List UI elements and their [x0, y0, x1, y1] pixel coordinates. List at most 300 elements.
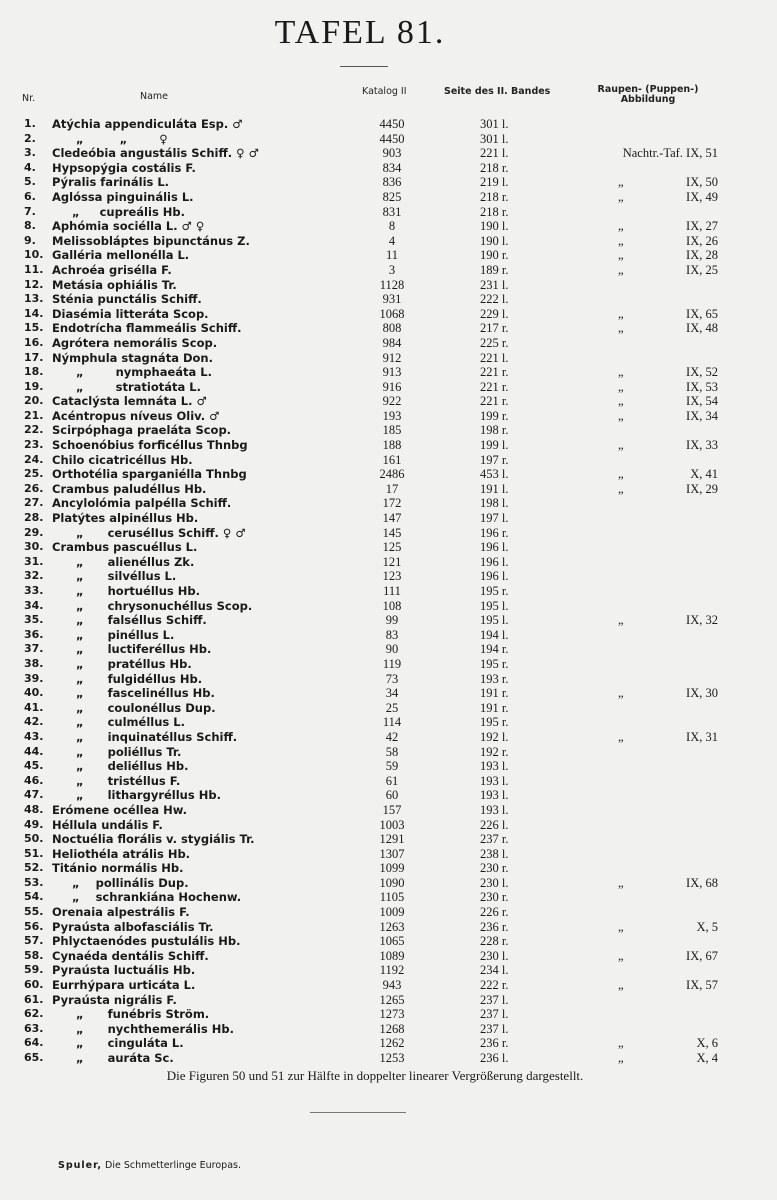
table-row	[0, 175, 777, 190]
page-reference: 199 r.	[480, 408, 509, 423]
species-name: Acéntropus níveus Oliv. ♂	[52, 408, 220, 423]
page-reference: 190 r.	[480, 248, 509, 263]
species-name: Sténia punctális Schiff.	[52, 292, 202, 307]
table-row	[0, 205, 777, 220]
species-name: „ tristéllus F.	[52, 773, 181, 788]
plate-reference: IX, 50	[686, 175, 718, 190]
row-number: 56.	[24, 919, 44, 933]
row-number: 39.	[24, 671, 44, 685]
header-seite: Seite des II. Bandes	[444, 86, 551, 97]
katalog-number: 34	[385, 686, 399, 701]
row-number: 61.	[24, 992, 44, 1006]
page-reference: 236 l.	[480, 1051, 509, 1065]
page-reference: 193 l.	[480, 788, 509, 803]
katalog-number: 119	[382, 656, 402, 671]
row-number: 32.	[24, 569, 44, 583]
katalog-number: 59	[385, 759, 399, 774]
table-row	[0, 1022, 777, 1037]
katalog-number: 108	[382, 598, 402, 613]
katalog-number: 1128	[379, 277, 405, 292]
page-reference: 230 r.	[480, 861, 509, 876]
page-reference: 237 r.	[480, 832, 509, 847]
row-number: 12.	[24, 277, 44, 291]
species-name: „ nymphaeáta L.	[52, 365, 212, 380]
ditto-mark: „	[618, 394, 624, 409]
plate-reference: IX, 54	[686, 394, 718, 409]
page-reference: 190 l.	[480, 233, 509, 248]
table-row	[0, 774, 777, 789]
row-number: 63.	[24, 1021, 44, 1035]
row-number: 47.	[24, 788, 44, 802]
species-name: Héllula undális F.	[52, 817, 163, 832]
plate-reference: X, 41	[690, 467, 718, 482]
page-reference: 221 l.	[480, 350, 509, 365]
page-reference: 234 l.	[480, 963, 509, 978]
table-row	[0, 628, 777, 643]
species-name: Crambus paludéllus Hb.	[52, 481, 207, 496]
table-row	[0, 847, 777, 862]
page-reference: 192 r.	[480, 744, 509, 759]
row-number: 17.	[24, 350, 44, 364]
table-row	[0, 657, 777, 672]
page-reference: 237 l.	[480, 1007, 509, 1022]
table-row	[0, 365, 777, 380]
katalog-number: 3	[388, 262, 396, 277]
ditto-mark: „	[618, 1036, 624, 1051]
table-row	[0, 803, 777, 818]
row-number: 27.	[24, 496, 44, 510]
katalog-number: 2486	[379, 467, 405, 482]
species-name: Endotrícha flammeális Schiff.	[52, 321, 242, 336]
katalog-number: 8	[388, 219, 396, 234]
table-row	[0, 1007, 777, 1022]
katalog-number: 172	[382, 496, 402, 511]
species-name: Atýchia appendiculáta Esp. ♂	[52, 117, 243, 131]
page-reference: 453 l.	[480, 467, 509, 482]
species-name: „ falséllus Schiff.	[52, 613, 207, 628]
species-name: „ luctiferéllus Hb.	[52, 642, 212, 657]
katalog-number: 25	[385, 700, 399, 715]
katalog-number: 90	[385, 642, 399, 657]
katalog-number: 825	[382, 189, 402, 204]
row-number: 9.	[24, 233, 36, 247]
plate-reference: Nachtr.-Taf. IX, 51	[622, 146, 718, 161]
ditto-mark: „	[618, 379, 624, 394]
katalog-number: 60	[385, 788, 399, 803]
plate-reference: X, 6	[696, 1036, 718, 1051]
katalog-number: 1068	[379, 306, 405, 321]
species-name: „ stratiotáta L.	[52, 379, 201, 394]
page-reference: 196 l.	[480, 569, 509, 584]
row-number: 21.	[24, 408, 44, 422]
plate-reference: IX, 67	[686, 948, 718, 963]
row-number: 1.	[24, 117, 36, 130]
plate-reference: IX, 57	[686, 978, 718, 993]
species-name: „ deliéllus Hb.	[52, 759, 189, 774]
ditto-mark: „	[618, 175, 624, 190]
row-number: 10.	[24, 248, 44, 262]
species-name: Pyraústa nigrális F.	[52, 992, 177, 1007]
species-name: „ inquinatéllus Schiff.	[52, 729, 238, 744]
row-number: 65.	[24, 1051, 44, 1064]
species-name: „ culméllus L.	[52, 715, 185, 730]
table-row	[0, 263, 777, 278]
row-number: 24.	[24, 452, 44, 466]
katalog-number: 1099	[379, 861, 405, 876]
page-reference: 218 r.	[480, 189, 509, 204]
plate-reference: IX, 31	[686, 729, 718, 744]
table-row	[0, 1036, 777, 1051]
species-name: Cynaéda dentális Schiff.	[52, 948, 209, 963]
katalog-number: 931	[382, 292, 402, 307]
species-name: Pyraústa albofasciális Tr.	[52, 919, 214, 934]
row-number: 55.	[24, 905, 44, 919]
page-reference: 194 l.	[480, 627, 509, 642]
row-number: 30.	[24, 540, 44, 554]
table-row	[0, 482, 777, 497]
page-reference: 193 l.	[480, 773, 509, 788]
species-name: Erómene océllea Hw.	[52, 802, 188, 817]
species-name: „ alienéllus Zk.	[52, 554, 195, 569]
row-number: 7.	[24, 204, 36, 218]
page-reference: 198 r.	[480, 423, 509, 438]
ditto-mark: „	[618, 219, 624, 234]
row-number: 11.	[24, 262, 44, 276]
table-row	[0, 978, 777, 993]
page-reference: 191 l.	[480, 481, 509, 496]
katalog-number: 111	[383, 584, 401, 598]
row-number: 42.	[24, 715, 44, 729]
row-number: 58.	[24, 948, 44, 962]
katalog-number: 11	[385, 248, 399, 263]
katalog-number: 145	[382, 525, 402, 540]
katalog-number: 903	[382, 146, 402, 161]
table-row	[0, 949, 777, 964]
table-row	[0, 876, 777, 891]
plate-reference: IX, 52	[686, 365, 718, 380]
species-name: „ „ ♀	[52, 131, 168, 146]
katalog-number: 185	[382, 423, 402, 438]
table-row	[0, 438, 777, 453]
species-name: Melissobláptes bipunctánus Z.	[52, 233, 250, 248]
table-row	[0, 934, 777, 949]
ditto-mark: „	[618, 1051, 624, 1065]
katalog-number: 157	[382, 802, 402, 817]
plate-reference: IX, 68	[686, 875, 718, 890]
page-reference: 225 r.	[480, 335, 509, 350]
plate-reference: IX, 28	[686, 248, 718, 263]
row-number: 26.	[24, 481, 44, 495]
katalog-number: 99	[385, 613, 399, 628]
row-number: 6.	[24, 189, 36, 203]
page-reference: 196 l.	[480, 540, 509, 555]
plate-reference: IX, 53	[686, 379, 718, 394]
row-number: 40.	[24, 686, 44, 700]
katalog-number: 836	[382, 175, 402, 190]
katalog-number: 912	[382, 350, 402, 365]
row-number: 54.	[24, 890, 44, 904]
ditto-mark: „	[618, 875, 624, 890]
row-number: 33.	[24, 584, 44, 597]
row-number: 64.	[24, 1036, 44, 1050]
table-row	[0, 832, 777, 847]
table-row	[0, 745, 777, 760]
katalog-number: 61	[385, 773, 399, 788]
plate-reference: IX, 32	[686, 613, 718, 628]
katalog-number: 834	[382, 160, 402, 175]
katalog-number: 1263	[379, 919, 405, 934]
page-reference: 189 r.	[480, 262, 509, 277]
species-name: „ cinguláta L.	[52, 1036, 184, 1051]
plate-reference: IX, 26	[686, 233, 718, 248]
katalog-number: 943	[382, 978, 402, 993]
table-row	[0, 890, 777, 905]
page-reference: 226 r.	[480, 905, 509, 920]
species-name: „ chrysonuchéllus Scop.	[52, 598, 253, 613]
table-row	[0, 234, 777, 249]
row-number: 50.	[24, 832, 44, 846]
footer-divider	[310, 1112, 406, 1113]
katalog-number: 125	[382, 540, 402, 555]
katalog-number: 1253	[379, 1051, 405, 1065]
katalog-number: 1307	[379, 846, 405, 861]
table-row	[0, 905, 777, 920]
row-number: 18.	[24, 365, 44, 379]
katalog-number: 42	[385, 729, 399, 744]
row-number: 48.	[24, 802, 44, 816]
row-number: 14.	[24, 306, 44, 320]
species-name: Galléria mellonélla L.	[52, 248, 190, 263]
table-row	[0, 132, 777, 147]
katalog-number: 4	[388, 233, 396, 248]
species-name: „ auráta Sc.	[52, 1051, 174, 1065]
row-number: 23.	[24, 438, 44, 452]
page-reference: 195 r.	[480, 715, 509, 730]
row-number: 36.	[24, 627, 44, 641]
katalog-number: 1090	[379, 875, 405, 890]
row-number: 28.	[24, 511, 44, 525]
table-row	[0, 759, 777, 774]
species-name: Achroéa grisélla F.	[52, 262, 172, 277]
katalog-number: 121	[382, 554, 402, 569]
page-reference: 230 r.	[480, 890, 509, 905]
row-number: 46.	[24, 773, 44, 787]
page-reference: 221 l.	[480, 146, 509, 161]
row-number: 49.	[24, 817, 44, 831]
katalog-number: 1003	[379, 817, 405, 832]
katalog-number: 831	[382, 204, 402, 219]
species-name: „ nychthemerális Hb.	[52, 1021, 234, 1036]
page-reference: 217 r.	[480, 321, 509, 336]
ditto-mark: „	[618, 408, 624, 423]
row-number: 44.	[24, 744, 44, 758]
katalog-number: 916	[382, 379, 402, 394]
page-reference: 218 r.	[480, 160, 509, 175]
header-name: Name	[140, 91, 169, 102]
row-number: 2.	[24, 131, 36, 145]
table-row	[0, 453, 777, 468]
plate-reference: IX, 29	[686, 481, 718, 496]
species-name: „ schrankiána Hochenw.	[52, 890, 242, 905]
species-name: Crambus pascuéllus L.	[52, 540, 198, 555]
plate-reference: IX, 65	[686, 306, 718, 321]
ditto-mark: „	[618, 248, 624, 263]
table-row	[0, 292, 777, 307]
page-reference: 228 r.	[480, 934, 509, 949]
page-reference: 198 l.	[480, 496, 509, 511]
title-divider	[340, 66, 388, 67]
species-name: Heliothéla atrális Hb.	[52, 846, 191, 861]
table-row	[0, 613, 777, 628]
row-number: 22.	[24, 423, 44, 437]
row-number: 45.	[24, 759, 44, 773]
page-reference: 193 l.	[480, 759, 509, 774]
katalog-number: 922	[382, 394, 402, 409]
katalog-number: 1105	[379, 890, 405, 905]
katalog-number: 1262	[379, 1036, 405, 1051]
species-name: „ fascelinéllus Hb.	[52, 686, 215, 701]
page-reference: 230 l.	[480, 948, 509, 963]
table-row	[0, 190, 777, 205]
publisher-author: Spuler,	[58, 1160, 103, 1171]
species-name: „ lithargyréllus Hb.	[52, 788, 221, 803]
species-name: Pýralis farinális L.	[52, 175, 170, 190]
page-reference: 219 l.	[480, 175, 509, 190]
plate-reference: IX, 30	[686, 686, 718, 701]
katalog-number: 1265	[379, 992, 405, 1007]
katalog-number: 17	[385, 481, 399, 496]
ditto-mark: „	[618, 919, 624, 934]
row-number: 35.	[24, 613, 44, 627]
table-row	[0, 818, 777, 833]
table-row	[0, 584, 777, 599]
table-row	[0, 730, 777, 745]
species-name: Schoenóbius forficéllus Thnbg	[52, 438, 248, 453]
page-reference: 191 r.	[480, 686, 509, 701]
katalog-number: 808	[382, 321, 402, 336]
katalog-number: 1192	[379, 963, 405, 978]
plate-reference: IX, 48	[686, 321, 718, 336]
table-row	[0, 555, 777, 570]
table-row	[0, 920, 777, 935]
table-row	[0, 540, 777, 555]
plate-reference: IX, 49	[686, 189, 718, 204]
species-name: „ pratéllus Hb.	[52, 656, 192, 671]
species-name: Phlyctaenódes pustulális Hb.	[52, 934, 241, 949]
katalog-number: 83	[385, 627, 399, 642]
page-reference: 222 l.	[480, 292, 509, 307]
row-number: 43.	[24, 729, 44, 743]
row-number: 57.	[24, 934, 44, 948]
row-number: 53.	[24, 875, 44, 889]
table-row	[0, 394, 777, 409]
species-name: Ancylolómia palpélla Schiff.	[52, 496, 232, 511]
page-reference: 195 r.	[480, 656, 509, 671]
katalog-number: 147	[382, 511, 402, 526]
row-number: 4.	[24, 160, 36, 174]
page-reference: 195 l.	[480, 613, 509, 628]
row-number: 52.	[24, 861, 44, 875]
table-row	[0, 993, 777, 1008]
species-name: Agrótera nemorális Scop.	[52, 335, 218, 350]
page-reference: 230 l.	[480, 875, 509, 890]
species-name: Nýmphula stagnáta Don.	[52, 350, 213, 365]
page-reference: 193 l.	[480, 802, 509, 817]
species-name: Aglóssa pinguinális L.	[52, 189, 194, 204]
table-row	[0, 526, 777, 541]
page-reference: 238 l.	[480, 846, 509, 861]
species-name: „ hortuéllus Hb.	[52, 584, 200, 598]
page-reference: 191 r.	[480, 700, 509, 715]
species-name: „ fulgidéllus Hb.	[52, 671, 203, 686]
row-number: 19.	[24, 379, 44, 393]
ditto-mark: „	[618, 438, 624, 453]
species-name: Metásia ophiális Tr.	[52, 277, 177, 292]
species-name: Scirpóphaga praeláta Scop.	[52, 423, 232, 438]
katalog-number: 984	[382, 335, 402, 350]
page-reference: 236 r.	[480, 1036, 509, 1051]
page-reference: 222 r.	[480, 978, 509, 993]
species-name: Platýtes alpinéllus Hb.	[52, 511, 199, 526]
page-reference: 218 r.	[480, 204, 509, 219]
katalog-number: 73	[385, 671, 399, 686]
table-row	[0, 409, 777, 424]
ditto-mark: „	[618, 948, 624, 963]
katalog-number: 1268	[379, 1021, 405, 1036]
ditto-mark: „	[618, 729, 624, 744]
katalog-number: 123	[382, 569, 402, 584]
species-name: „ cupreális Hb.	[52, 204, 186, 219]
header-nr: Nr.	[22, 93, 36, 104]
row-number: 15.	[24, 321, 44, 335]
page-reference: 195 l.	[480, 598, 509, 613]
species-name: „ cerusélIus Schiff. ♀ ♂	[52, 525, 246, 540]
page-reference: 197 l.	[480, 511, 509, 526]
species-name: Chilo cicatricéllus Hb.	[52, 452, 193, 467]
katalog-number: 1089	[379, 948, 405, 963]
row-number: 31.	[24, 554, 44, 568]
table-row	[0, 686, 777, 701]
page-reference: 199 l.	[480, 438, 509, 453]
table-row	[0, 701, 777, 716]
page-reference: 192 l.	[480, 729, 509, 744]
table-row	[0, 1051, 777, 1066]
page-reference: 226 l.	[480, 817, 509, 832]
ditto-mark: „	[618, 686, 624, 701]
table-row	[0, 467, 777, 482]
species-name: Titánio normális Hb.	[52, 861, 184, 876]
ditto-mark: „	[618, 467, 624, 482]
species-name: Hypsopýgia costális F.	[52, 160, 196, 175]
table-row	[0, 788, 777, 803]
species-name: Diasémia litteráta Scop.	[52, 306, 209, 321]
table-row	[0, 146, 777, 161]
katalog-number: 1009	[379, 905, 405, 920]
katalog-number: 1065	[379, 934, 405, 949]
katalog-number: 188	[382, 438, 402, 453]
table-row	[0, 380, 777, 395]
katalog-number: 1273	[379, 1007, 405, 1022]
page-reference: 221 r.	[480, 365, 509, 380]
katalog-number: 4450	[379, 117, 405, 131]
table-row	[0, 161, 777, 176]
species-name: Orenaia alpestrális F.	[52, 905, 190, 920]
table-row	[0, 496, 777, 511]
page-title: TAFEL 81.	[274, 14, 446, 51]
page-reference: 194 r.	[480, 642, 509, 657]
table-row	[0, 117, 777, 132]
species-name: „ coulonéllus Dup.	[52, 700, 216, 715]
